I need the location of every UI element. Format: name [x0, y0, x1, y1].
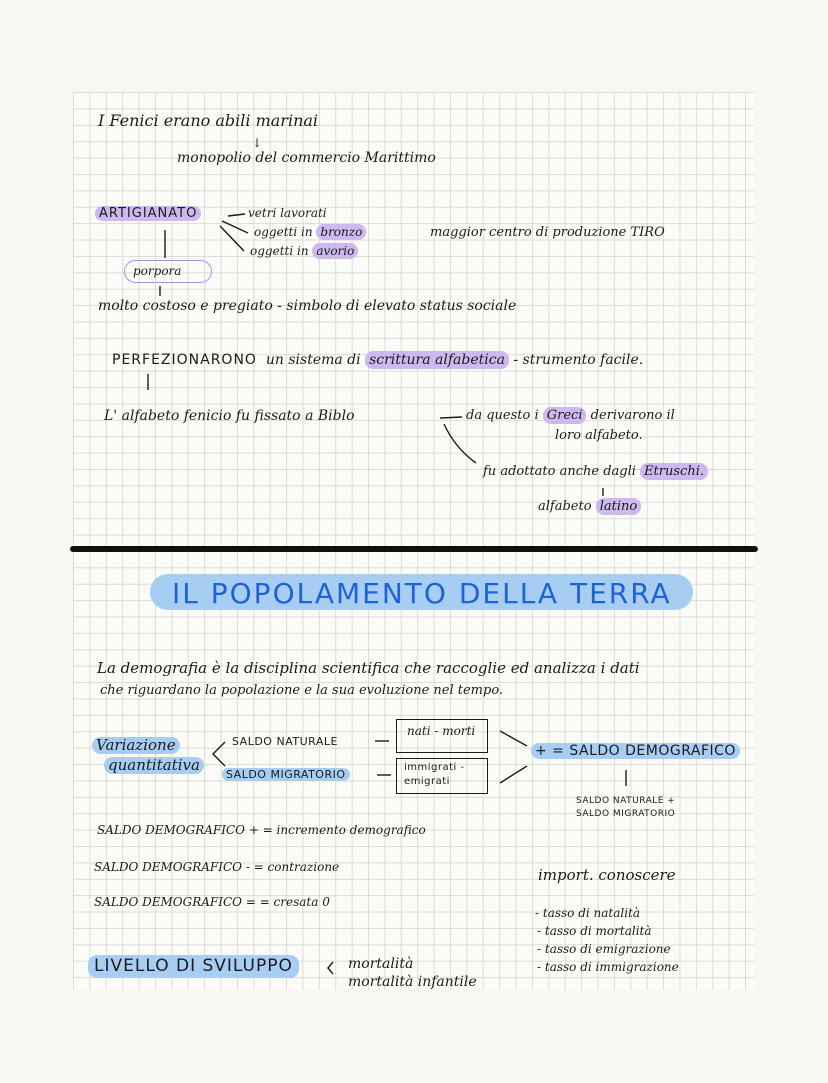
porpora-label: porpora — [124, 260, 212, 283]
latino-line: alfabeto latino — [538, 500, 641, 513]
list-item: - tasso di emigrazione — [537, 942, 671, 956]
porpora-note: molto costoso e pregiato - simbolo di elevato status sociale — [98, 298, 517, 314]
definition-line-2: che riguardano la popolazione e la sua evoluzione nel tempo. — [100, 683, 504, 698]
artigianato-label: ARTIGIANATO — [95, 206, 201, 221]
alfabeto-line: L' alfabeto fenicio fu fissato a Biblo — [104, 408, 355, 424]
emigrati-text: emigrati — [404, 776, 450, 787]
branch-bronzo: oggetti in bronzo — [254, 226, 366, 238]
saldo-naturale-label: SALDO NATURALE — [232, 735, 338, 748]
monopolio-line: monopolio del commercio Marittimo — [177, 150, 436, 166]
tiro-note: maggior centro di produzione TIRO — [430, 225, 665, 240]
perfezionarono-line: PERFEZIONARONO un sistema di scrittura alfabetica - strumento facile. — [112, 352, 644, 368]
list-item: - tasso di immigrazione — [537, 960, 679, 974]
definition-line-1: La demografia è la disciplina scientifica che raccoglie ed analizza i dati — [97, 659, 640, 677]
branch-avorio: oggetti in avorio — [250, 245, 358, 257]
section-divider — [70, 546, 758, 552]
greci-line-2: loro alfabeto. — [555, 428, 643, 443]
list-item: - tasso di natalità — [535, 906, 641, 920]
mortalita-text: mortalità — [348, 956, 414, 972]
etruschi-line: fu adottato anche dagli Etruschi. — [483, 465, 708, 478]
arrow-down-icon: ↓ — [252, 136, 263, 150]
saldo-demografico-label: + = SALDO DEMOGRAFICO — [531, 743, 740, 759]
section-title: IL POPOLAMENTO DELLA TERRA — [150, 574, 693, 610]
formula-line-1: SALDO NATURALE + — [576, 796, 676, 806]
mortalita-infantile-text: mortalità infantile — [348, 974, 477, 990]
branch-vetri: vetri lavorati — [248, 206, 327, 220]
list-item: - tasso di mortalità — [537, 924, 652, 938]
quantitativa-label: quantitativa — [104, 757, 204, 774]
livello-sviluppo-label: LIVELLO DI SVILUPPO — [88, 955, 299, 978]
variazione-label: Variazione — [92, 737, 180, 754]
fenici-line: I Fenici erano abili marinai — [98, 111, 319, 130]
saldo-migratorio-label: SALDO MIGRATORIO — [222, 768, 350, 781]
saldo-positivo: SALDO DEMOGRAFICO + = incremento demografico — [97, 823, 426, 837]
saldo-negativo: SALDO DEMOGRAFICO - = contrazione — [94, 860, 340, 874]
greci-line: da questo i Greci derivarono il — [466, 408, 675, 423]
saldo-zero: SALDO DEMOGRAFICO = = cresata 0 — [94, 895, 330, 909]
formula-line-2: SALDO MIGRATORIO — [576, 809, 676, 819]
immigrati-text: immigrati - — [404, 762, 465, 773]
import-conoscere: import. conoscere — [538, 866, 676, 884]
nati-morti-text: nati - morti — [407, 724, 476, 738]
